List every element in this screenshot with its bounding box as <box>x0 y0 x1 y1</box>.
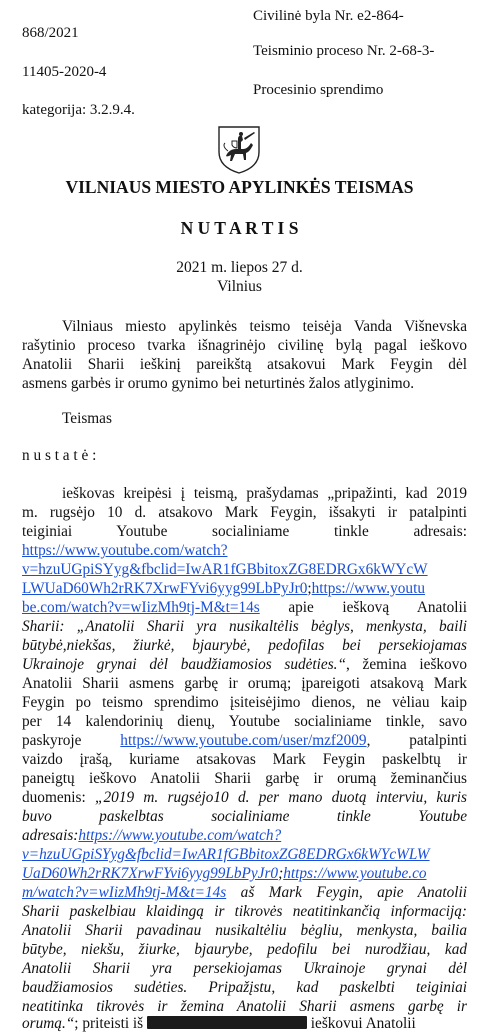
body-line: vaizdo įrašą, kuriame atsakovas Mark Feygin paskelbtų ir <box>22 751 467 768</box>
coat-of-arms-icon <box>216 124 262 174</box>
body-line: Feygin po teismo sprendimo įsiteisėjimo dienos, ne vėliau kaip <box>22 694 467 711</box>
profile-link[interactable]: https://www.youtube.com/user/mzf2009 <box>120 732 367 749</box>
body-line <box>22 560 467 579</box>
document-title: N U T A R T I S <box>180 218 299 238</box>
text-span: , patalpinti <box>366 732 467 749</box>
body-line <box>22 883 467 902</box>
body-line: teiginiai Youtube socialiniame tinkle adresais: <box>22 523 467 540</box>
body-line: Sharii: „Anatolii Sharii yra nusikaltėlis bėglys, menkysta, baili <box>22 618 467 635</box>
youtube-link[interactable]: be.com/watch?v=wIizMh9tj-M&t=14s <box>22 599 260 616</box>
youtube-link[interactable]: UaD60Wh2rRK7XrwFYvi6yyg99LbPyJr0 <box>22 865 279 882</box>
body-line: paneigtų ieškovo Anatolii Sharii garbę ir orumą žeminančius <box>22 770 467 787</box>
body-line <box>22 598 467 617</box>
body-line <box>22 1014 467 1033</box>
text-span: , žemina ieškovo <box>346 656 467 673</box>
quote-span: „2019 m. rugsėjo10 d. per mano duotą interviu, kuris <box>95 789 468 806</box>
quote-span: orumą.“ <box>22 1015 75 1032</box>
body-line <box>22 845 467 864</box>
text-span: duomenis: <box>22 789 96 806</box>
youtube-link[interactable]: https://www.youtube.com/watch? <box>78 827 282 844</box>
youtube-link[interactable]: m/watch?v=wIizMh9tj-M&t=14s <box>22 884 227 901</box>
body-line <box>22 788 467 807</box>
intro-line: asmens garbės ir orumo gynimo bei neturtinės žalos atlyginimo. <box>22 375 415 392</box>
youtube-link[interactable]: https://www.youtu <box>311 580 425 597</box>
court-label: Teismas <box>62 410 112 427</box>
body-line: būtybe, niekšu, žiurke, bjaurybe, pedofilu bei nurodžiau, kad <box>22 941 467 958</box>
body-line: būtybė,niekšas, žiurkė, bjaurybė, pedofilas bei persekiojamas <box>22 637 467 654</box>
process-number-line1: Teisminio proceso Nr. 2-68-3- <box>253 43 435 59</box>
youtube-link[interactable]: https://www.youtube.co <box>283 865 427 882</box>
case-number-line1: Civilinė byla Nr. e2-864- <box>253 8 404 24</box>
youtube-link[interactable]: https://www.youtube.com/watch? <box>22 542 228 559</box>
body-line: neatitinka tikrovės ir žemina Anatolii Sharii asmens garbę ir <box>22 998 467 1015</box>
text-span: ; priteisti iš <box>74 1015 144 1032</box>
text-span: adresais: <box>22 827 79 844</box>
body-line <box>22 864 467 883</box>
separator: ; <box>278 865 284 882</box>
established-label: n u s t a t ė : <box>22 447 97 464</box>
youtube-link[interactable]: v=hzuUGpiSYyg&fbclid=IwAR1fGBbitoxZG8EDRGx6kWYcWLW <box>22 846 430 863</box>
text-span: aš Mark Feygin, apie Anatolii <box>226 884 467 901</box>
body-line: per 14 kalendorinių dienų, Youtube socialiniame tinkle, savo <box>22 713 467 730</box>
body-line <box>22 826 467 845</box>
court-name: VILNIAUS MIESTO APYLINKĖS TEISMAS <box>65 177 414 197</box>
body-line <box>22 731 467 750</box>
body-line: buvo paskelbtas socialiniame tinkle Youtube <box>22 808 467 825</box>
body-line <box>22 655 467 674</box>
body-line: ieškovas kreipėsi į teismą, prašydamas „pripažinti, kad 2019 <box>62 485 467 502</box>
youtube-link[interactable]: v=hzuUGpiSYyg&fbclid=IwAR1fGBbitoxZG8EDRGx6kWYcW <box>22 561 428 578</box>
intro-line: rašytinio proceso tvarka išnagrinėjo civilinę bylą pagal ieškovo <box>22 337 467 354</box>
quote-span: Ukrainoje grynai dėl baudžiamosios sudėties.“ <box>22 656 347 673</box>
case-number-line2: 868/2021 <box>22 25 79 41</box>
process-number-line2: 11405-2020-4 <box>22 64 107 80</box>
body-line <box>22 541 467 560</box>
body-line: baudžiamosios sudėties. Pripažįstu, kad paskelbti teiginiai <box>22 979 467 996</box>
body-line <box>22 579 467 598</box>
body-line: m. rugsėjo 10 d. atsakovo Mark Feygin, išsakyti ir patalpinti <box>22 504 467 521</box>
text-span: apie ieškovą Anatolii <box>259 599 467 616</box>
category-label: kategorija: 3.2.9.4. <box>22 102 135 118</box>
text-span: ieškovui Anatolii <box>306 1015 416 1032</box>
body-line: Anatolii Sharii yra persekiojamas Ukrainoje grynai dėl <box>22 960 467 977</box>
document-city: Vilnius <box>217 278 262 295</box>
body-line: Anatolii Sharii asmens garbę ir orumą; įpareigoti atsakovą Mark <box>22 675 467 692</box>
redaction-bar <box>147 1016 307 1029</box>
body-line: Anatolii Sharii pavadinau nusikaltėliu bėgliu, menkysta, bailia <box>22 922 467 939</box>
intro-line: Vilniaus miesto apylinkės teismo teisėja Vanda Višnevska <box>62 318 467 335</box>
intro-line: Anatolii Sharii ieškinį pareikštą atsakovui Mark Feygin dėl <box>22 356 467 373</box>
body-line: Sharii paskelbiau klaidingą ir tikrovės neatitinkančią informaciją: <box>22 903 467 920</box>
ruling-type: Procesinio sprendimo <box>253 82 384 98</box>
youtube-link[interactable]: LWUaD60Wh2rRK7XrwFYvi6yyg99LbPyJr0 <box>22 580 308 597</box>
document-date: 2021 m. liepos 27 d. <box>176 259 303 276</box>
separator: ; <box>307 580 312 597</box>
text-span: paskyroje <box>22 732 121 749</box>
